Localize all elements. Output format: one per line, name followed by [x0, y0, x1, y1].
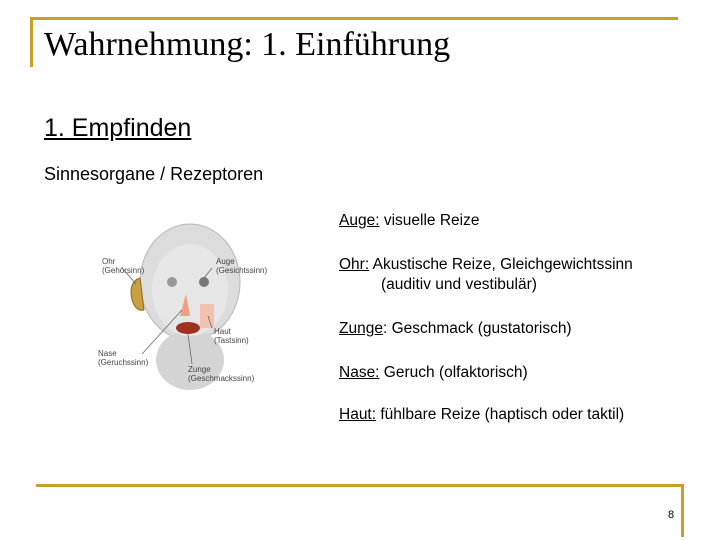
sense-text: fühlbare Reize (haptisch oder taktil): [376, 406, 625, 423]
frame-top-line: [30, 17, 678, 20]
sense-text: : Geschmack (gustatorisch): [382, 320, 572, 337]
eye-right-icon: [199, 277, 209, 287]
frame-left-line: [30, 17, 33, 67]
label-nase-sense: (Geruchssinn): [98, 358, 149, 367]
section-heading: [44, 114, 191, 143]
sense-text: Akustische Reize, Gleichgewichtssinn: [369, 256, 633, 273]
label-ohr: Ohr: [102, 257, 116, 266]
label-haut-sense: (Tastsinn): [214, 336, 249, 345]
sense-text: Geruch (olfaktorisch): [379, 364, 528, 381]
list-item: [339, 256, 633, 294]
section-heading-text: 1. Empfinden: [44, 114, 192, 142]
section-subheading: Sinnesorgane / Rezeptoren: [44, 164, 264, 184]
sense-key: Haut:: [339, 406, 377, 423]
skin-patch-icon: [200, 304, 214, 328]
label-ohr-sense: (Gehörsinn): [102, 266, 145, 275]
sense-continuation: (auditiv und vestibulär): [381, 276, 537, 293]
slide-title: Wahrnehmung: 1. Einführung: [44, 26, 451, 63]
page-number: 8: [668, 509, 675, 521]
label-haut: Haut: [214, 327, 231, 336]
sense-key: Ohr:: [339, 256, 370, 273]
list-item: [339, 212, 479, 230]
frame-right-line: [681, 484, 684, 537]
sense-key: Auge:: [339, 212, 380, 229]
list-item: [339, 364, 528, 382]
sense-key: Nase:: [339, 364, 380, 381]
label-nase: Nase: [98, 349, 117, 358]
head-illustration: [92, 220, 292, 390]
label-zunge-sense: (Geschmackssinn): [188, 374, 255, 383]
label-auge: Auge: [216, 257, 235, 266]
frame-bottom-line: [36, 484, 684, 487]
eye-left-icon: [167, 277, 177, 287]
label-auge-sense: (Gesichtssinn): [216, 266, 268, 275]
list-item: [339, 406, 624, 424]
sense-key: Zunge: [339, 320, 383, 337]
sense-text: visuelle Reize: [379, 212, 480, 229]
list-item: [339, 320, 572, 338]
mouth-icon: [176, 322, 200, 334]
label-zunge: Zunge: [188, 365, 211, 374]
